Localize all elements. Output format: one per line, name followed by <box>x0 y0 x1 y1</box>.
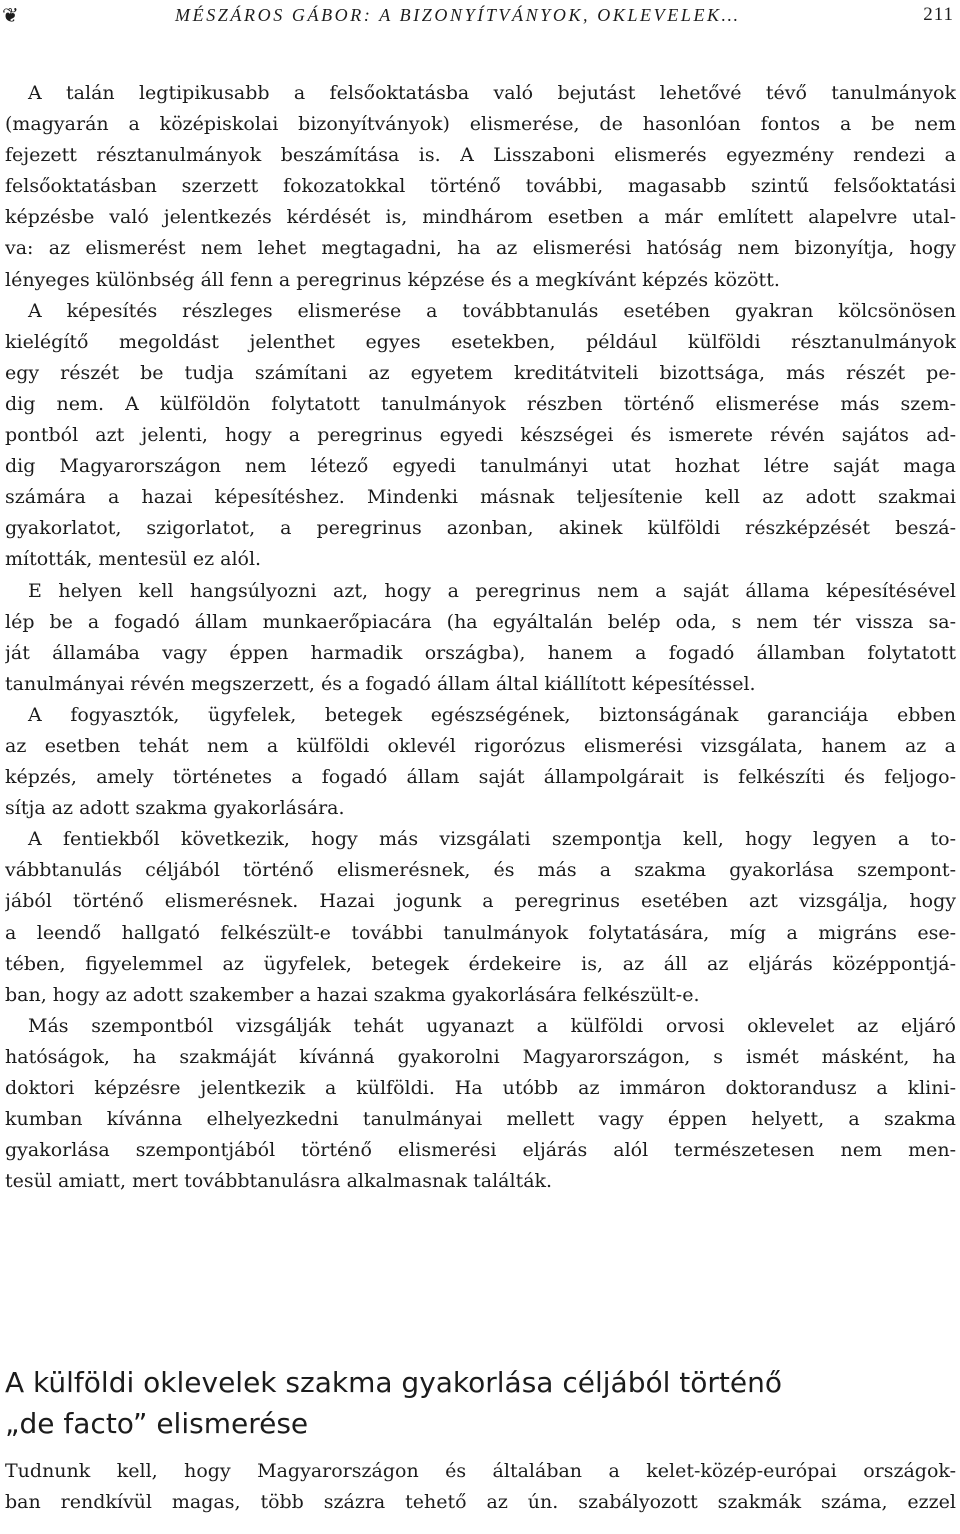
text-line: vábbtanulás céljából történő elismerésnek, és más a szakma gyakorlása szempont- <box>5 859 956 882</box>
text-line: (magyarán a középiskolai bizonyítványok) elismerése, de hasonlóan fontos a be nem <box>5 113 956 136</box>
text-line: jából történő elismerésnek. Hazai jogunk a peregrinus esetében azt vizsgálja, hogy <box>5 890 956 913</box>
text-line: A talán legtipikusabb a felsőoktatásba való bejutást lehetővé tévő tanulmányok <box>28 82 956 104</box>
text-line: Más szempontból vizsgálják tehát ugyanazt a külföldi orvosi oklevelet az eljáró <box>28 1014 956 1037</box>
text-line: kielégítő megoldást jelenthet egyes esetekben, például külföldi résztanulmányok <box>5 330 956 353</box>
text-line: a leendő hallgató felkészült-e további tanulmányok folytatására, míg a migráns ese- <box>5 921 956 944</box>
text-line: dig nem. A külföldön folytatott tanulmányok részben történő elismerése más szem- <box>5 392 956 415</box>
body-text-continued <box>5 1456 956 1518</box>
text-line: számára a hazai képesítéshez. Mindenki másnak teljesítenie kell az adott szakmai <box>5 486 956 509</box>
text-line: pontból azt jelenti, hogy a peregrinus egyedi készségei és ismerete révén sajátos ad- <box>5 424 956 447</box>
text-line: va: az elismerést nem lehet megtagadni, ha az elismerési hatóság nem bizonyítja, hogy <box>5 237 956 260</box>
text-line: lényeges különbség áll fenn a peregrinus képzése és a megkívánt képzés között. <box>5 268 780 291</box>
text-line: képzés, amely történetes a fogadó állam saját állampolgárait is felkészíti és feljogo- <box>5 766 956 789</box>
text-line: ban, hogy az adott szakember a hazai szakma gyakorlására felkészült-e. <box>5 983 700 1006</box>
running-head <box>0 2 960 28</box>
section-heading <box>5 1362 956 1444</box>
body-text <box>5 78 956 1197</box>
text-line: kumban kívánna elhelyezkedni tanulmányai mellett vagy éppen helyett, a szakma <box>5 1108 956 1131</box>
text-line: felsőoktatásban szerzett fokozatokkal történő további, magasabb szintű felsőoktatási <box>5 175 956 198</box>
text-line: tében, figyelemmel az ügyfelek, betegek érdekeire is, az áll az eljárás középpontjá- <box>5 952 956 975</box>
text-line: egy részét be tudja számítani az egyetem kreditátviteli bizottsága, más részét pe- <box>5 361 956 384</box>
section-heading-line: „de facto” elismerése <box>5 1407 309 1440</box>
page-number: 211 <box>923 4 954 25</box>
text-line: dig Magyarországon nem létező egyedi tanulmányi utat hozhat létre saját maga <box>5 455 956 478</box>
text-line: ban rendkívül magas, több százra tehető az ún. szabályozott szakmák száma, ezzel <box>5 1491 956 1514</box>
text-line: lép be a fogadó állam munkaerőpiacára (ha egyáltalán belép oda, s nem tér vissza sa- <box>5 610 956 633</box>
text-line: mították, mentesül ez alól. <box>5 548 262 571</box>
text-line: gyakorlatot, szigorlatot, a peregrinus azonban, akinek külföldi részképzését beszá- <box>5 517 956 540</box>
text-line: fejezett résztanulmányok beszámítása is. A Lisszaboni elismerés egyezmény rendezi a <box>5 144 956 167</box>
text-line: A fentiekből következik, hogy más vizsgálati szempontja kell, hogy legyen a to- <box>28 828 956 851</box>
text-line: tesül amiatt, mert továbbtanulásra alkalmasnak találták. <box>5 1170 553 1193</box>
section-heading-line: A külföldi oklevelek szakma gyakorlása céljából történő <box>5 1366 782 1399</box>
text-line: A képesítés részleges elismerése a továbbtanulás esetében gyakran kölcsönösen <box>28 299 956 322</box>
text-line: doktori képzésre jelentkezik a külföldi. Ha utóbb az immáron doktorandusz a klini- <box>5 1077 956 1099</box>
text-line: A fogyasztók, ügyfelek, betegek egészségének, biztonságának garanciája ebben <box>28 703 956 726</box>
text-line: E helyen kell hangsúlyozni azt, hogy a peregrinus nem a saját állama képesítésével <box>28 579 956 602</box>
text-line: az esetben tehát nem a külföldi oklevél rigorózus elismerési vizsgálata, hanem az a <box>5 734 956 757</box>
text-line: képzésbe való jelentkezés kérdését is, mindhárom esetben a már említett alapelvre utal- <box>5 206 956 229</box>
text-line: sítja az adott szakma gyakorlására. <box>5 797 345 820</box>
fleuron-icon: ❦ <box>2 3 19 27</box>
running-head-title: MÉSZÁROS GÁBOR: A BIZONYÍTVÁNYOK, OKLEVELEK… <box>175 5 741 25</box>
text-line: ját államába vagy éppen harmadik országba), hanem a fogadó államban folytatott <box>5 641 956 664</box>
text-line: gyakorlása szempontjából történő elismerési eljárás alól természetesen nem men- <box>5 1139 956 1162</box>
text-line: Tudnunk kell, hogy Magyarországon és általában a kelet-közép-európai országok- <box>5 1460 956 1482</box>
text-line: tanulmányai révén megszerzett, és a fogadó állam által kiállított képesítéssel. <box>5 672 756 695</box>
text-line: hatóságok, ha szakmáját kívánná gyakorolni Magyarországon, s ismét másként, ha <box>5 1045 956 1068</box>
